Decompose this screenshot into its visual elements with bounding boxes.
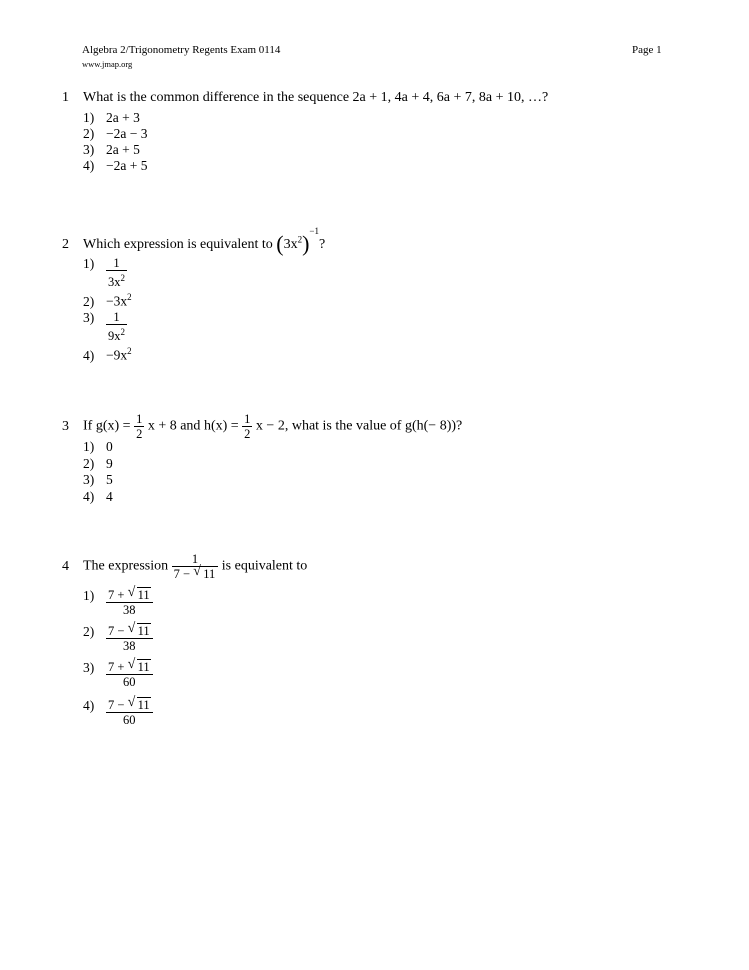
fraction-half: $\frac{1}{2}$: [136, 412, 143, 441]
exam-title: Algebra 2/Trigonometry Regents Exam 0114: [82, 44, 281, 56]
page-number: Page 1: [632, 44, 662, 56]
q3-option-3[interactable]: 3) 5: [83, 472, 113, 487]
fraction-half: $\frac{1}{2}$: [244, 412, 251, 441]
square-root-icon: √ 11: [127, 695, 150, 712]
fraction: $\frac{1}{9x^2}$: [108, 310, 125, 344]
power-expression: $(3x^2)^{-1}$: [276, 226, 319, 256]
question-4: 4 The expression 1 7 − √ 11 is equivalent to: [62, 552, 308, 581]
q4-option-1[interactable]: 1) 7 + √ 11 38: [83, 588, 153, 617]
source-url: www.jmap.org: [82, 59, 133, 69]
question-text: What is the common difference in the sequence: [83, 90, 350, 105]
fraction: 7 + √ 11 60: [106, 660, 153, 689]
q3-option-4[interactable]: 4) 4: [83, 489, 113, 504]
question-number: 2: [62, 237, 69, 252]
q2-option-2[interactable]: $2) -3x^2$: [83, 292, 132, 309]
q2-option-3[interactable]: 3) $\frac{1}{9x^2}$: [83, 310, 125, 344]
fraction: 7 + √ 11 38: [106, 588, 153, 617]
q3-option-1[interactable]: 1) 0: [83, 439, 113, 454]
q1-option-4[interactable]: 4) −2a + 5: [83, 158, 148, 173]
question-number: 1: [62, 90, 69, 105]
fraction-expression: 1 7 − √ 11: [172, 552, 219, 581]
q2-option-1[interactable]: 1) $\frac{1}{3x^2}$: [83, 256, 125, 290]
square-root-icon: √ 11: [127, 585, 150, 602]
q1-option-1[interactable]: 1) 2a + 3: [83, 110, 140, 125]
q1-option-2[interactable]: 2) −2a − 3: [83, 126, 148, 141]
question-text: Which expression is equivalent to: [83, 237, 273, 252]
fraction: 7 − √ 11 38: [106, 624, 153, 653]
fraction: 7 − √ 11 60: [106, 698, 153, 727]
question-2: 2 Which expression is equivalent to $(3x^2)^{-1}$?: [62, 226, 326, 256]
question-number: 3: [62, 418, 69, 434]
q4-option-4[interactable]: 4) 7 − √ 11 60: [83, 698, 153, 727]
q4-option-2[interactable]: 2) 7 − √ 11 38: [83, 624, 153, 653]
q3-option-2[interactable]: 2) 9: [83, 456, 113, 471]
fraction: $\frac{1}{3x^2}$: [108, 256, 125, 290]
q1-option-3[interactable]: 3) 2a + 5: [83, 142, 140, 157]
question-number: 4: [62, 558, 69, 574]
square-root-icon: √ 11: [127, 657, 150, 674]
square-root-icon: √ 11: [127, 621, 150, 638]
q2-option-4[interactable]: $4) -9x^2$: [83, 346, 132, 363]
sequence-expression: 2a + 1, 4a + 4, 6a + 7, 8a + 10, …?: [352, 90, 549, 105]
question-1: [62, 90, 548, 106]
square-root-icon: √ 11: [193, 564, 216, 581]
question-3: 3 If g(x) = $\frac{1}{2}$ x + 8 and h(x) = $\frac{1}{2}$ x − 2, what is the value of g(h(− 8))?: [62, 412, 463, 441]
q4-option-3[interactable]: 3) 7 + √ 11 60: [83, 660, 153, 689]
